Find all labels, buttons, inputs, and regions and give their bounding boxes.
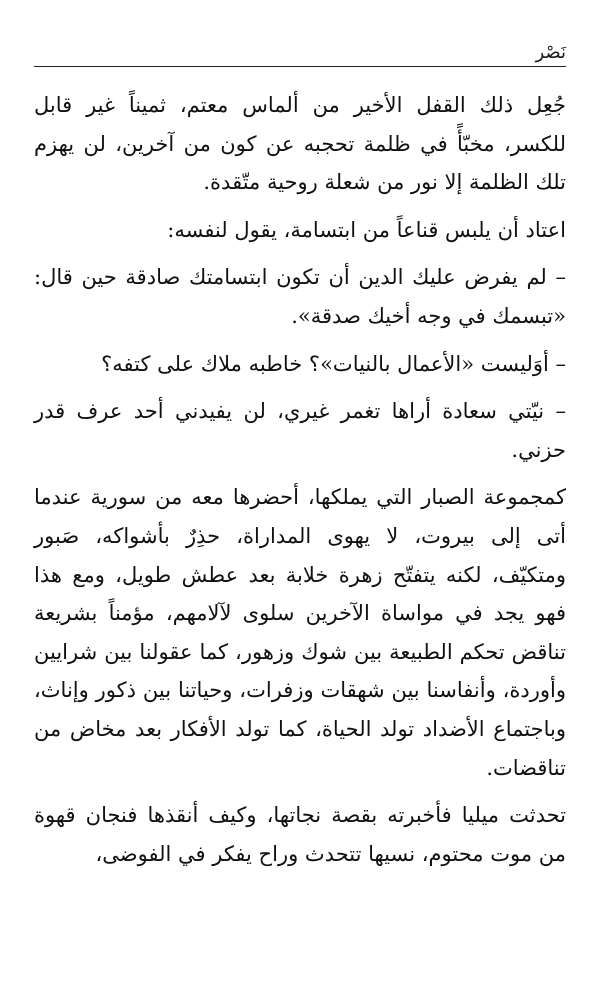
paragraph-cactus: كمجموعة الصبار التي يملكها، أحضرها معه من سورية عندما أتى إلى بيروت، لا يهوى المداراة، حذِرٌ بأشواكه، صَبور ومتكيّف، لكنه يتفتّح زهرة خلابة بعد عطش طويل، ومع هذا فهو يجد في مواساة الآخرين سلوى لآلامهم، مؤمناً بشريعة تناقض تحكم الطبيعة بين شوك وزهور، كما عقولنا بين شرايين وأوردة، وأنفاسنا بين شهقات وزفرات، وحياتنا بين ذكور وإناث، وباجتماع الأضداد تولد الحياة، كما تولد الأفكار بعد مخاض من تناقضات. bbox=[34, 485, 566, 780]
running-header-title: نَصْر bbox=[535, 42, 566, 63]
paragraph-melia: تحدثت ميليا فأخبرته بقصة نجاتها، وكيف أنقذها فنجان قهوة من موت محتوم، نسيها تتحدث وراح يفكر في الفوضى، bbox=[34, 803, 566, 866]
header-divider bbox=[34, 66, 566, 67]
paragraph-mask-intro: اعتاد أن يلبس قناعاً من ابتسامة، يقول لنفسه: bbox=[167, 217, 566, 242]
paragraph-lock: جُعِل ذلك القفل الأخير من ألماس معتم، ثميناً غير قابل للكسر، مخبّأً في ظلمة تحجبه عن كون من آخرين، لن يهزم تلك الظلمة إلا نور من شعلة روحية متّقدة. bbox=[34, 93, 566, 195]
dialogue-line: – نيّتي سعادة أراها تغمر غيري، لن يفيدني أحد عرف قدر حزني. bbox=[34, 399, 566, 462]
dialogue-line: – لم يفرض عليك الدين أن تكون ابتسامتك صادقة حين قال: «تبسمك في وجه أخيك صدقة». bbox=[34, 265, 566, 328]
body-text bbox=[34, 86, 566, 873]
book-page bbox=[34, 0, 566, 1000]
dialogue-line: – أوَليست «الأعمال بالنيات»؟ خاطبه ملاك على كتفه؟ bbox=[101, 351, 566, 376]
